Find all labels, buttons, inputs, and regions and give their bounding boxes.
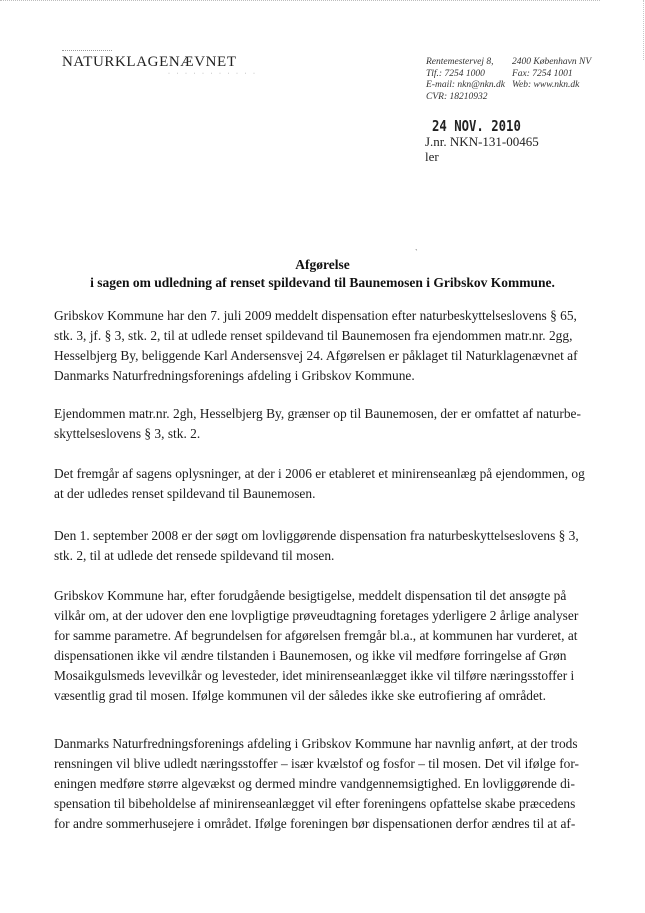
organization-subline: · · · · · · · · · · ·: [168, 71, 258, 77]
scan-edge-line: [0, 0, 600, 3]
text-line: Det fremgår af sagens oplysninger, at der i 2006 er etableret et minirenseanlæg på ejendommen, og: [54, 466, 585, 481]
letterhead-logo: [62, 50, 257, 78]
paragraph-4: [54, 526, 594, 566]
paragraph-3: [54, 464, 594, 504]
date-stamp: 24 NOV. 2010: [432, 117, 521, 135]
contact-row: [426, 69, 591, 81]
scan-edge-line-right: [642, 0, 644, 60]
website: Web: www.nkn.dk: [512, 80, 580, 90]
contact-block: [426, 57, 591, 103]
journal-block: [425, 134, 539, 164]
paragraph-5: [54, 586, 594, 706]
text-line: Hesselbjerg By, beliggende Karl Andersensvej 24. Afgørelsen er påklaget til Naturklagenævnet af: [54, 348, 578, 363]
journal-number: J.nr. NKN-131-00465: [425, 134, 539, 149]
text-line: væsentlig grad til mosen. Ifølge kommunen vil der således ikke ske eutrofiering af området.: [54, 688, 546, 703]
paragraph-6: [54, 734, 594, 834]
text-line: Danmarks Naturfredningsforenings afdeling i Gribskov Kommune har navnlig anført, at der trods: [54, 736, 578, 751]
scan-mark: ˋ: [415, 248, 418, 257]
contact-row: [426, 57, 591, 69]
text-line: skyttelseslovens § 3, stk. 2.: [54, 426, 201, 441]
text-line: spensation til bibeholdelse af minirenseanlægget vil efter foreningens opfattelse skabe præcedens: [54, 796, 576, 811]
phone: Tlf.: 7254 1000: [426, 68, 485, 79]
text-line: rensningen vil blive udledt næringsstoffer – især kvælstof og fosfor – til mosen. Det vil ifølge for-: [54, 756, 579, 771]
initials: ler: [425, 149, 439, 164]
paragraph-1: [54, 306, 594, 386]
logo-rule: [62, 50, 112, 51]
text-line: at der udledes renset spildevand til Baunemosen.: [54, 486, 316, 501]
contact-row: [426, 80, 591, 92]
email: E-mail: nkn@nkn.dk: [426, 80, 505, 90]
city: 2400 København NV: [512, 57, 592, 67]
fax: Fax: 7254 1001: [512, 68, 573, 79]
text-line: for andre sommerhusejere i området. Ifølge foreningen bør dispensationen derfor ændres til at af-: [54, 816, 576, 831]
text-line: dispensationen ikke vil ændre tilstanden i Baunemosen, og ikke vil medføre forringelse af Grøn: [54, 648, 567, 663]
address: Rentemestervej 8,: [426, 57, 494, 67]
organization-name: NATURKLAGENÆVNET: [62, 54, 237, 70]
text-line: vilkår om, at der udover den ene lovpligtige prøveudtagning foretages yderligere 2 årlige analyser: [54, 608, 579, 623]
text-line: Den 1. september 2008 er der søgt om lovliggørende dispensation fra naturbeskyttelseslovens § 3,: [54, 528, 579, 543]
text-line: eningen medføre større algevækst og dermed mindre vandgennemsigtighed. En lovliggørende di-: [54, 776, 575, 791]
text-line: for samme parametre. Af begrundelsen for afgørelsen fremgår bl.a., at kommunen har vurderet, at: [54, 628, 578, 643]
contact-row: [426, 92, 591, 104]
document-title: Afgørelse: [295, 257, 350, 272]
text-line: stk. 2, til at udlede det rensede spildevand til mosen.: [54, 548, 335, 563]
text-line: Ejendommen matr.nr. 2gh, Hesselbjerg By, grænser op til Baunemosen, der er omfattet af naturbe-: [54, 406, 581, 421]
text-line: Gribskov Kommune har, efter forudgående besigtigelse, meddelt dispensation til det ansøgte på: [54, 588, 567, 603]
text-line: Danmarks Naturfredningsforenings afdeling i Gribskov Kommune.: [54, 368, 415, 383]
document-subtitle: i sagen om udledning af renset spildevand til Baunemosen i Gribskov Kommune.: [90, 275, 555, 290]
cvr-number: CVR: 18210932: [426, 91, 488, 102]
text-line: Mosaikgulsmeds levevilkår og levesteder, idet minirenseanlægget ikke vil tilføre næringsstoffer i: [54, 668, 575, 683]
text-line: Gribskov Kommune har den 7. juli 2009 meddelt dispensation efter naturbeskyttelseslovens § 65,: [54, 308, 577, 323]
text-line: stk. 3, jf. § 3, stk. 2, til at udlede renset spildevand til Baunemosen fra ejendommen matr.nr. 2gg,: [54, 328, 573, 343]
paragraph-2: [54, 404, 594, 444]
